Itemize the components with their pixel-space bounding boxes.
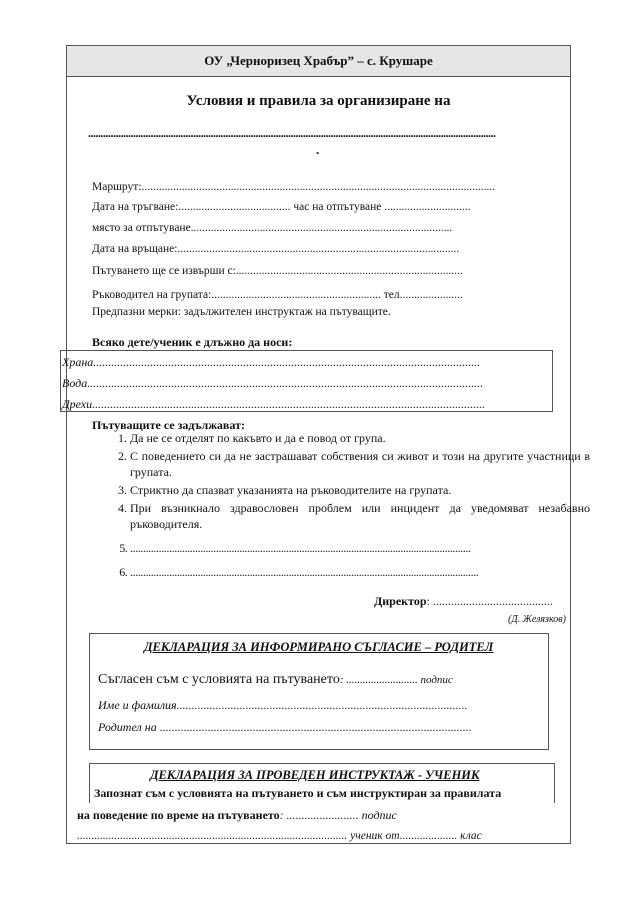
parent-name-line: Име и фамилия................................................................................................. [98, 698, 468, 712]
parent-of-line: Родител на ........................................................................................................ [98, 720, 472, 734]
rules-heading: Пътуващите се задължават: [92, 418, 245, 432]
director-dots: : ........................................ [426, 594, 553, 608]
title-dots: ................................................................................................................................................................... [88, 126, 496, 140]
director-signature [374, 594, 553, 609]
rule-item: 6. ...................................................................................................................................... [130, 564, 590, 580]
student-declaration-title: ДЕКЛАРАЦИЯ ЗА ПРОВЕДЕН ИНСТРУКТАЖ - УЧЕНИК [150, 768, 480, 782]
document-title: Условия и правила за организиране на [186, 93, 451, 109]
rule-item: 5. ................................................................................................................................... [130, 540, 590, 556]
school-header [66, 45, 571, 77]
student-line-3-dots: .............................................................................................. [77, 830, 348, 842]
rules-list [108, 430, 590, 582]
director-label: Директор [374, 594, 427, 608]
parent-agree-signature: : .......................... подпис [339, 674, 453, 686]
title-dot-center: . [316, 142, 320, 157]
departure-place-field: място за отпътуване........................................................................................... [92, 222, 453, 234]
bring-food: Храна................................................................................................................................. [62, 355, 481, 369]
parent-declaration-title: ДЕКЛАРАЦИЯ ЗА ИНФОРМИРАНО СЪГЛАСИЕ – РОДИТЕЛ [144, 640, 494, 654]
student-line-2-signature: : ........................ подпис [279, 808, 397, 822]
student-line-3 [77, 830, 482, 842]
parent-agree-line [98, 672, 453, 688]
student-line-1: Запознат съм с условията на пътуването и съм инструктиран за правилата [94, 786, 502, 800]
parent-agree-text: Съгласен съм с условията на пътуването [98, 672, 340, 687]
return-date-field: Дата на връщане:.................................................................................................. [92, 243, 460, 255]
bring-clothes: Дрехи................................................................................................................................... [62, 397, 486, 411]
leader-field: Ръководител на групата:........................................................... тел...................... [92, 289, 463, 301]
rule-item: 4. При възникнало здравословен проблем или инцидент да уведомяват незабавно ръководителя. [130, 500, 590, 532]
bring-water: Вода.................................................................................................................................... [62, 376, 484, 390]
student-line-2 [77, 808, 397, 823]
student-line-3-class: ученик от.................... клас [347, 830, 482, 842]
student-line-2-text: на поведение по време на пътуването [77, 808, 280, 822]
route-field: Маршрут:........................................................................................................................... [92, 181, 496, 193]
director-name: (Д. Желязков) [508, 614, 566, 625]
departure-date-field: Дата на тръгване:....................................... час на отпътуване .............................. [92, 201, 471, 213]
school-name: ОУ „Черноризец Храбър” – с. Крушаре [204, 53, 433, 68]
rule-item: 2. С поведението си да не застрашават собствения си живот и този на другите участници в групата. [130, 448, 590, 480]
rule-item: 3. Стриктно да спазват указанията на ръководителите на групата. [130, 482, 590, 498]
bring-heading: Всяко дете/ученик е длъжно да носи: [92, 335, 293, 349]
rule-item: 1. Да не се отделят по какъвто и да е повод от група. [130, 430, 590, 446]
transport-field: Пътуването ще се извърши с:............................................................................... [92, 265, 463, 277]
precautions-text: Предпазни мерки: задължителен инструктаж на пътуващите. [92, 306, 391, 318]
